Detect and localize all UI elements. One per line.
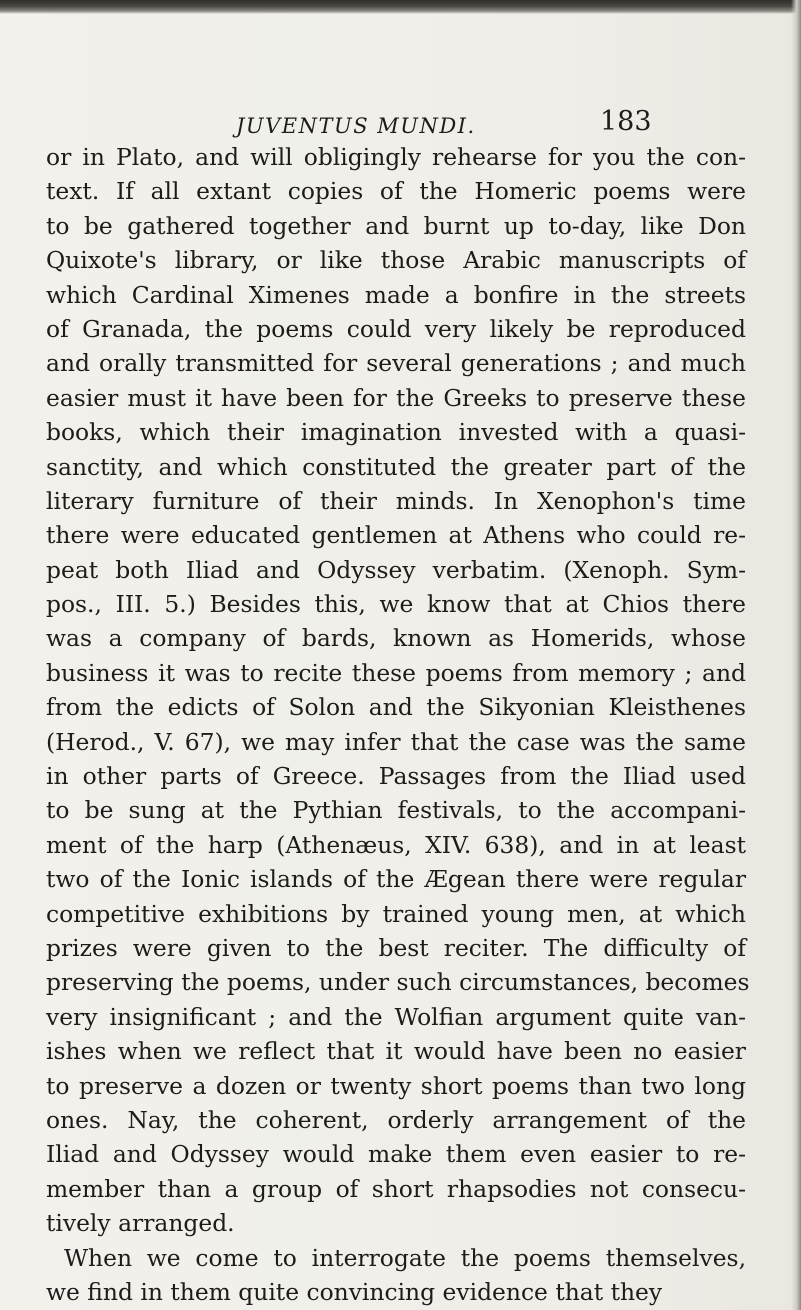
text-line: text. If all extant copies of the Homeric poems were	[46, 177, 746, 206]
text-line: business it was to recite these poems from memory ; and	[46, 658, 746, 687]
text-line: books, which their imagination invested with a quasi-	[46, 418, 746, 447]
text-line: literary furniture of their minds. In Xenophon's time	[46, 486, 746, 515]
text-line: there were educated gentlemen at Athens who could re-	[46, 521, 746, 550]
text-line: sanctity, and which constituted the greater part of the	[46, 452, 746, 481]
text-line: Quixote's library, or like those Arabic manuscripts of	[46, 246, 746, 275]
text-line: prizes were given to the best reciter. The difficulty of	[46, 933, 746, 962]
text-line: was a company of bards, known as Homerids, whose	[46, 624, 746, 653]
text-line: very insignificant ; and the Wolfian argument quite van-	[46, 1002, 746, 1031]
text-line: tively arranged.	[46, 1209, 235, 1238]
text-line: When we come to interrogate the poems themselves,	[64, 1243, 746, 1272]
page-right-edge-shadow	[791, 0, 801, 1310]
text-line: peat both Iliad and Odyssey verbatim. (Xenoph. Sym-	[46, 555, 746, 584]
text-line: competitive exhibitions by trained young men, at which	[46, 899, 746, 928]
text-line: and orally transmitted for several generations ; and much	[46, 349, 746, 378]
text-line: preserving the poems, under such circumstances, becomes	[46, 968, 750, 997]
text-line: to be sung at the Pythian festivals, to the accompani-	[46, 796, 746, 825]
text-line: we find in them quite convincing evidence that they	[46, 1277, 663, 1306]
page-top-edge-shadow	[0, 0, 801, 14]
text-line: two of the Ionic islands of the Ægean there were regular	[46, 865, 746, 894]
text-line: member than a group of short rhapsodies not consecu-	[46, 1174, 746, 1203]
text-line: ones. Nay, the coherent, orderly arrangement of the	[46, 1105, 746, 1134]
text-line: in other parts of Greece. Passages from the Iliad used	[46, 762, 746, 791]
text-line: ment of the harp (Athenæus, XIV. 638), and in at least	[46, 830, 746, 859]
text-line: pos., III. 5.) Besides this, we know that at Chios there	[46, 590, 746, 619]
text-line: easier must it have been for the Greeks to preserve these	[46, 383, 746, 412]
text-line: from the edicts of Solon and the Sikyonian Kleisthenes	[46, 693, 746, 722]
body-text	[46, 140, 750, 1309]
running-head: JUVENTUS MUNDI.	[236, 114, 476, 138]
text-line: ishes when we reflect that it would have been no easier	[46, 1037, 746, 1066]
paragraph	[46, 140, 750, 1241]
text-line: to preserve a dozen or twenty short poems than two long	[46, 1071, 746, 1100]
text-line: (Herod., V. 67), we may infer that the case was the same	[46, 727, 746, 756]
text-line: of Granada, the poems could very likely be reproduced	[46, 314, 746, 343]
text-line: which Cardinal Ximenes made a bonfire in the streets	[46, 280, 746, 309]
page-number: 183	[600, 106, 652, 137]
text-line: to be gathered together and burnt up to-day, like Don	[46, 211, 746, 240]
paragraph	[46, 1241, 746, 1310]
text-line: Iliad and Odyssey would make them even easier to re-	[46, 1140, 746, 1169]
text-line: or in Plato, and will obligingly rehearse for you the con-	[46, 143, 746, 171]
